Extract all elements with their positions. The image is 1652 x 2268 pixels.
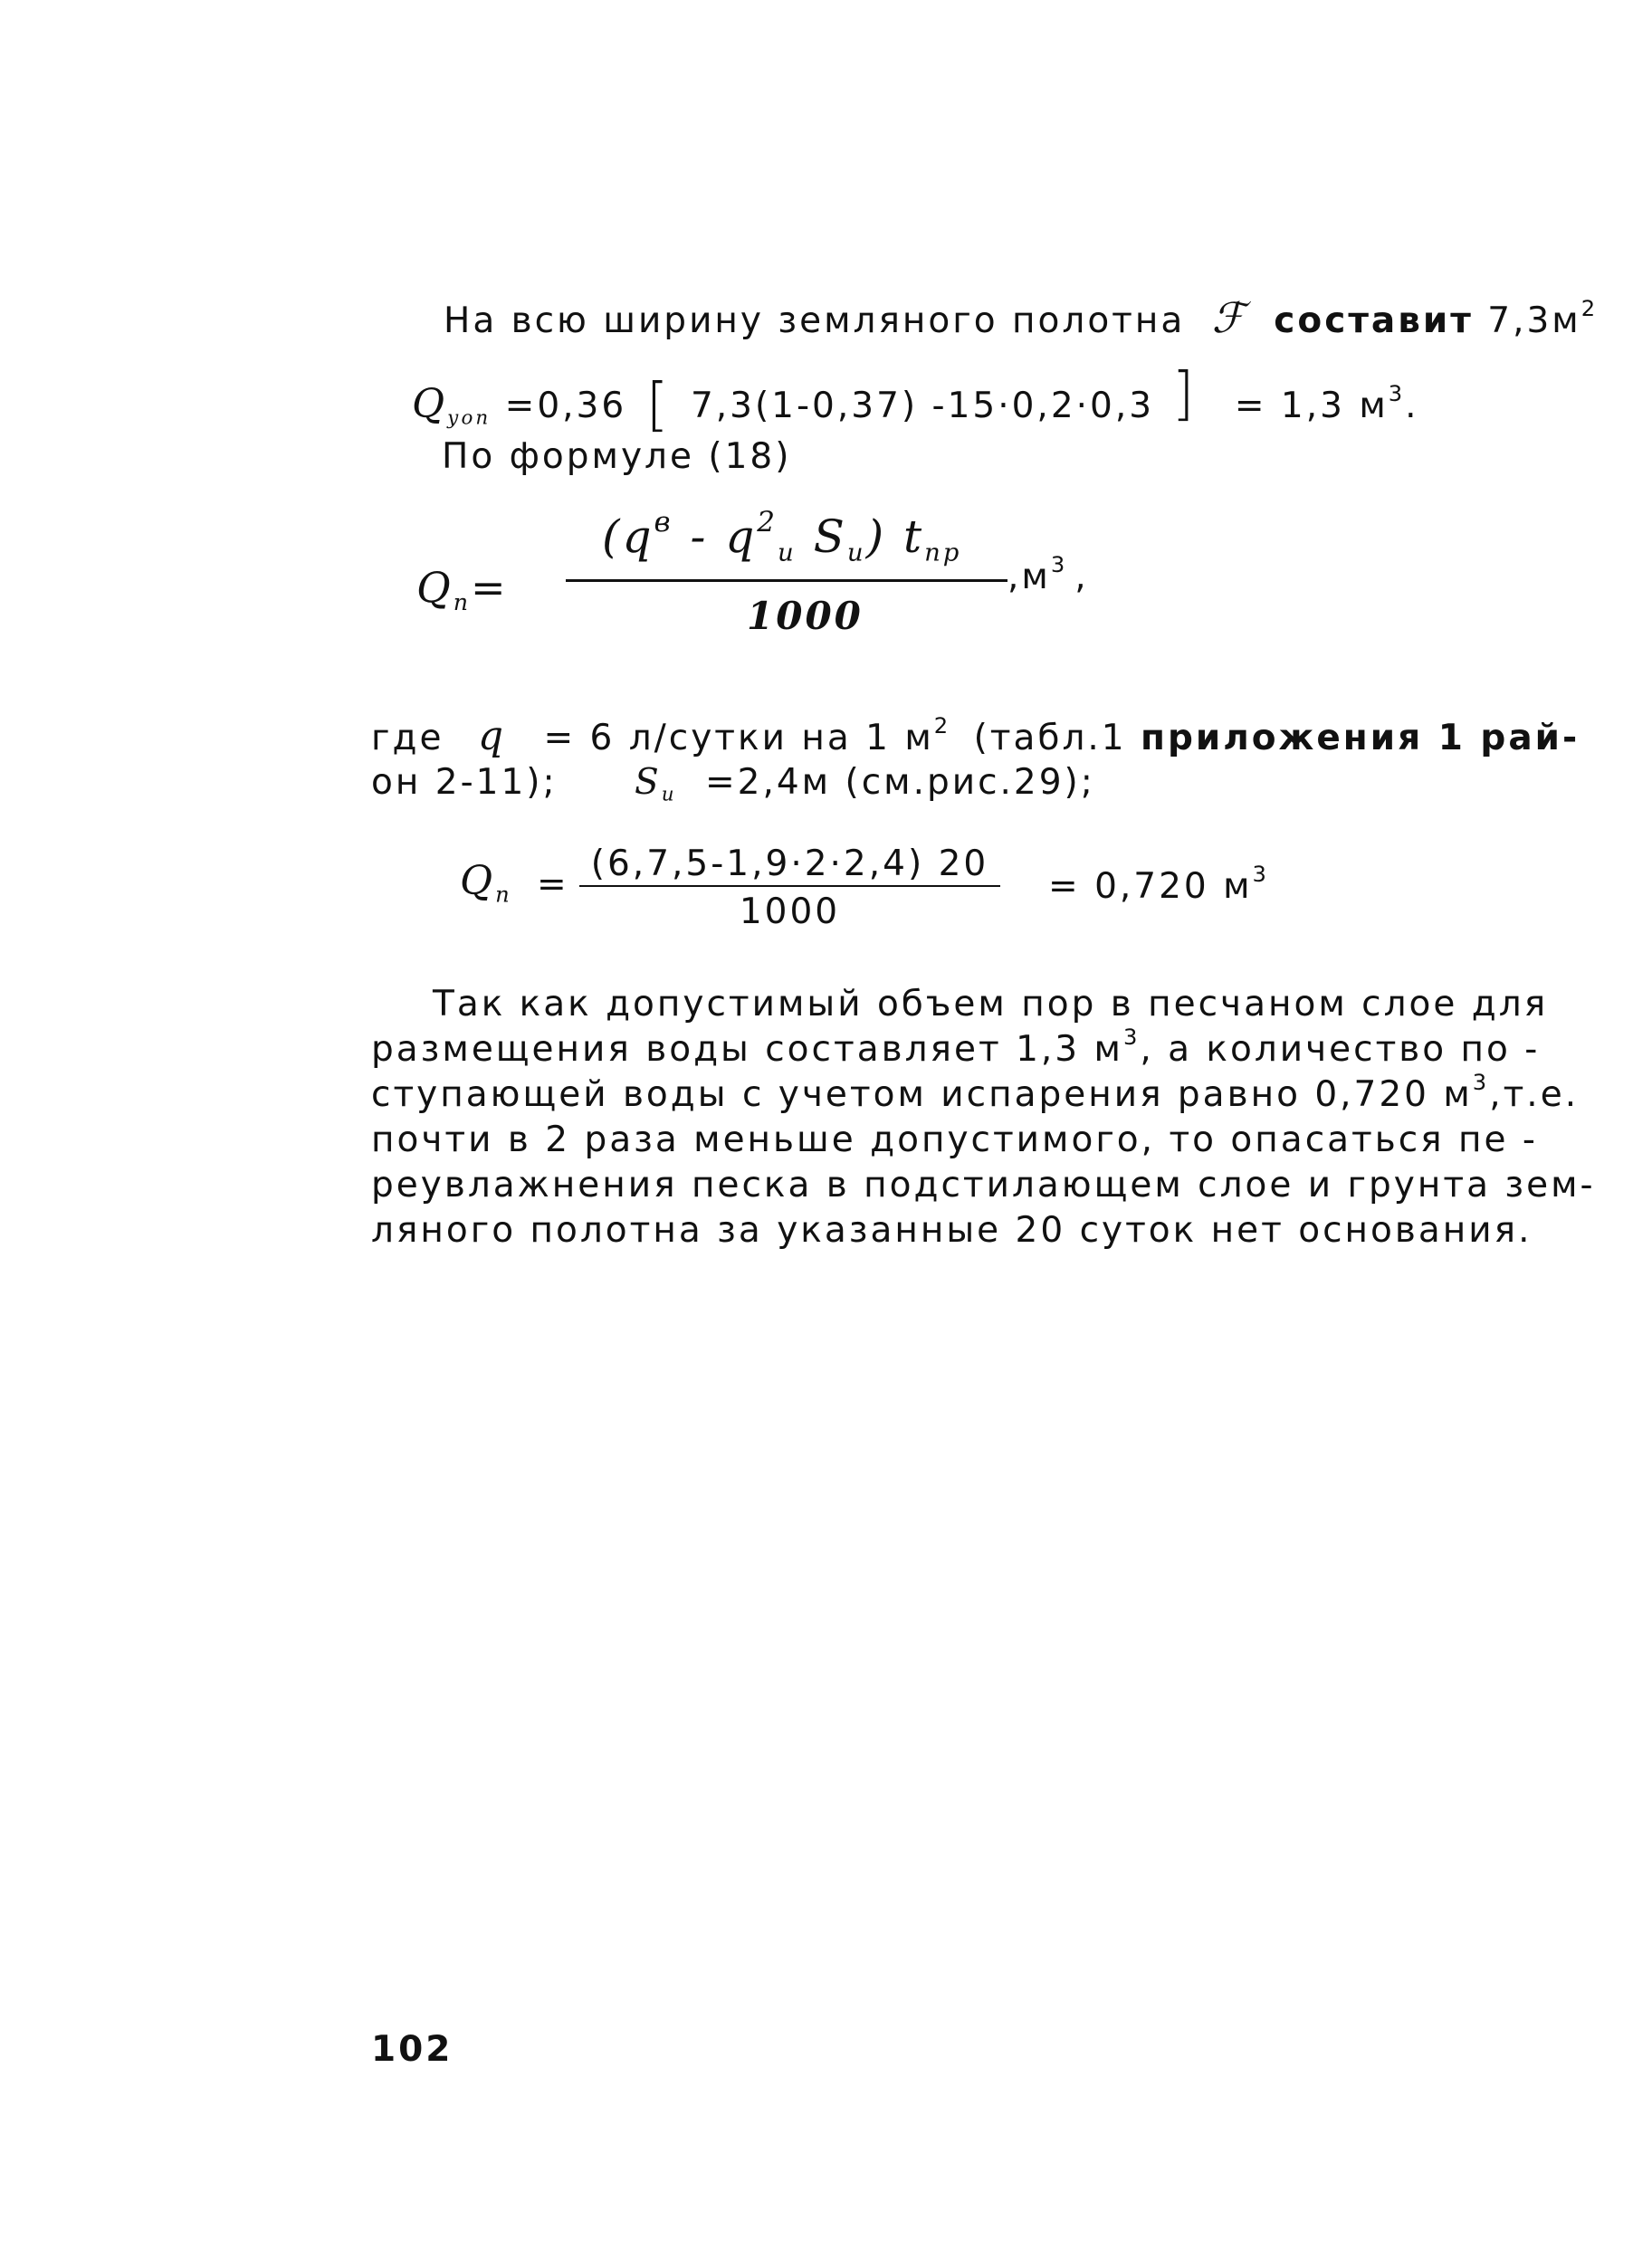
para-l2-exp: 3 [1122,1024,1141,1050]
where-label: где [371,718,444,758]
intro-tail-bold: составит [1274,300,1474,341]
eq2-lhs-q: Q [416,563,454,612]
para-l3b: ,т.е. [1489,1074,1580,1115]
eq2-unit-end: , [1074,557,1089,597]
page-number: 102 [371,2029,454,2070]
intro-line [444,293,1599,342]
where-line-1 [371,712,1580,759]
s-symbol: S [635,762,662,803]
paragraph-line-2 [371,1024,1541,1070]
paragraph-line-5: реувлажнения песка в подстилающем слое и грунта зем- [371,1165,1596,1205]
eq2-num-a-sup: в [654,505,673,538]
eq2-unit-exp: 3 [1050,551,1068,577]
eq3-result-text: = 0,720 м [1048,866,1253,907]
para-l2a: размещения воды составляет 1,3 м [371,1029,1123,1070]
eq2-fraction-bar [566,579,1007,582]
eq2-num-d-sub: пр [924,538,962,567]
formula-reference: По формуле (18) [442,436,792,477]
where-appendix-ref: приложения 1 рай- [1141,718,1580,758]
q-symbol: q [477,713,507,759]
eq3-q: Q [460,858,496,904]
eq2-num-d: ) t [865,510,925,563]
eq2-unit-text: ,м [1007,557,1051,597]
where-region: он 2-11); [371,762,558,803]
intro-tail-exp: 2 [1580,295,1599,321]
eq2-lhs [416,563,509,615]
eq3-numerator: (6,7,5-1,9·2·2,4) 20 [590,843,989,884]
eq1-sub: уоп [447,406,492,430]
paragraph-line-1: Так как допустимый объем пор в песчаном слое для [433,984,1549,1024]
eq3-result-exp: 3 [1252,861,1269,887]
intro-text: На всю ширину земляного полотна [444,300,1186,341]
para-l3-exp: 3 [1472,1069,1490,1095]
where-table-ref: (табл.1 [973,718,1127,758]
eq2-num-b-sub: и [778,538,797,567]
s-sub: и [661,783,677,806]
eq2-num-b-sup: 2 [757,505,778,538]
width-symbol: ℱ [1211,293,1247,342]
intro-tail-value: 7,3м [1487,300,1581,341]
eq2-lhs-sub: п [453,588,472,615]
equation-1 [412,361,1419,439]
eq3-lhs [460,858,512,908]
where-q-exp: 2 [933,712,951,739]
eq3-denominator: 1000 [739,891,841,932]
eq1-inner: 7,3(1-0,37) -15·0,2·0,3 [690,386,1155,426]
paragraph-line-4: почти в 2 раза меньше допустимого, то опасаться пе - [371,1120,1538,1160]
eq2-num-a: (q [602,510,654,563]
eq1-body: =0,36 [504,386,627,426]
para-l3a: ступающей воды с учетом испарения равно 0,720 м [371,1074,1473,1115]
eq3-sub: п [495,881,512,908]
eq1-result-exp: 3 [1388,380,1406,406]
paragraph-line-6: ляного полотна за указанные 20 суток нет основания. [371,1210,1533,1251]
eq2-lhs-eq: = [471,563,509,612]
eq1-bracket-close: ] [1171,361,1198,428]
eq2-unit [1007,551,1089,597]
eq1-result-end: . [1405,386,1419,426]
eq3-fraction-bar [579,885,1000,887]
eq2-num-c: S [796,510,847,563]
eq2-denominator: 1000 [747,594,864,638]
eq1-bracket-open: [ [645,372,672,439]
eq2-numerator [602,505,962,567]
eq3-result [1048,861,1269,907]
eq1-q: Q [412,381,448,427]
para-l2b: , а количество по - [1140,1029,1541,1070]
eq1-result: = 1,3 м [1234,386,1389,426]
where-line-2 [371,762,1095,806]
paragraph-line-3 [371,1069,1580,1115]
where-q-def: = 6 л/сутки на 1 м [543,718,934,758]
where-s-def: =2,4м (см.рис.29); [704,762,1095,803]
eq2-num-c-sub: и [846,538,866,567]
eq3-eq: = [537,864,569,905]
eq2-num-b: - q [673,510,758,563]
